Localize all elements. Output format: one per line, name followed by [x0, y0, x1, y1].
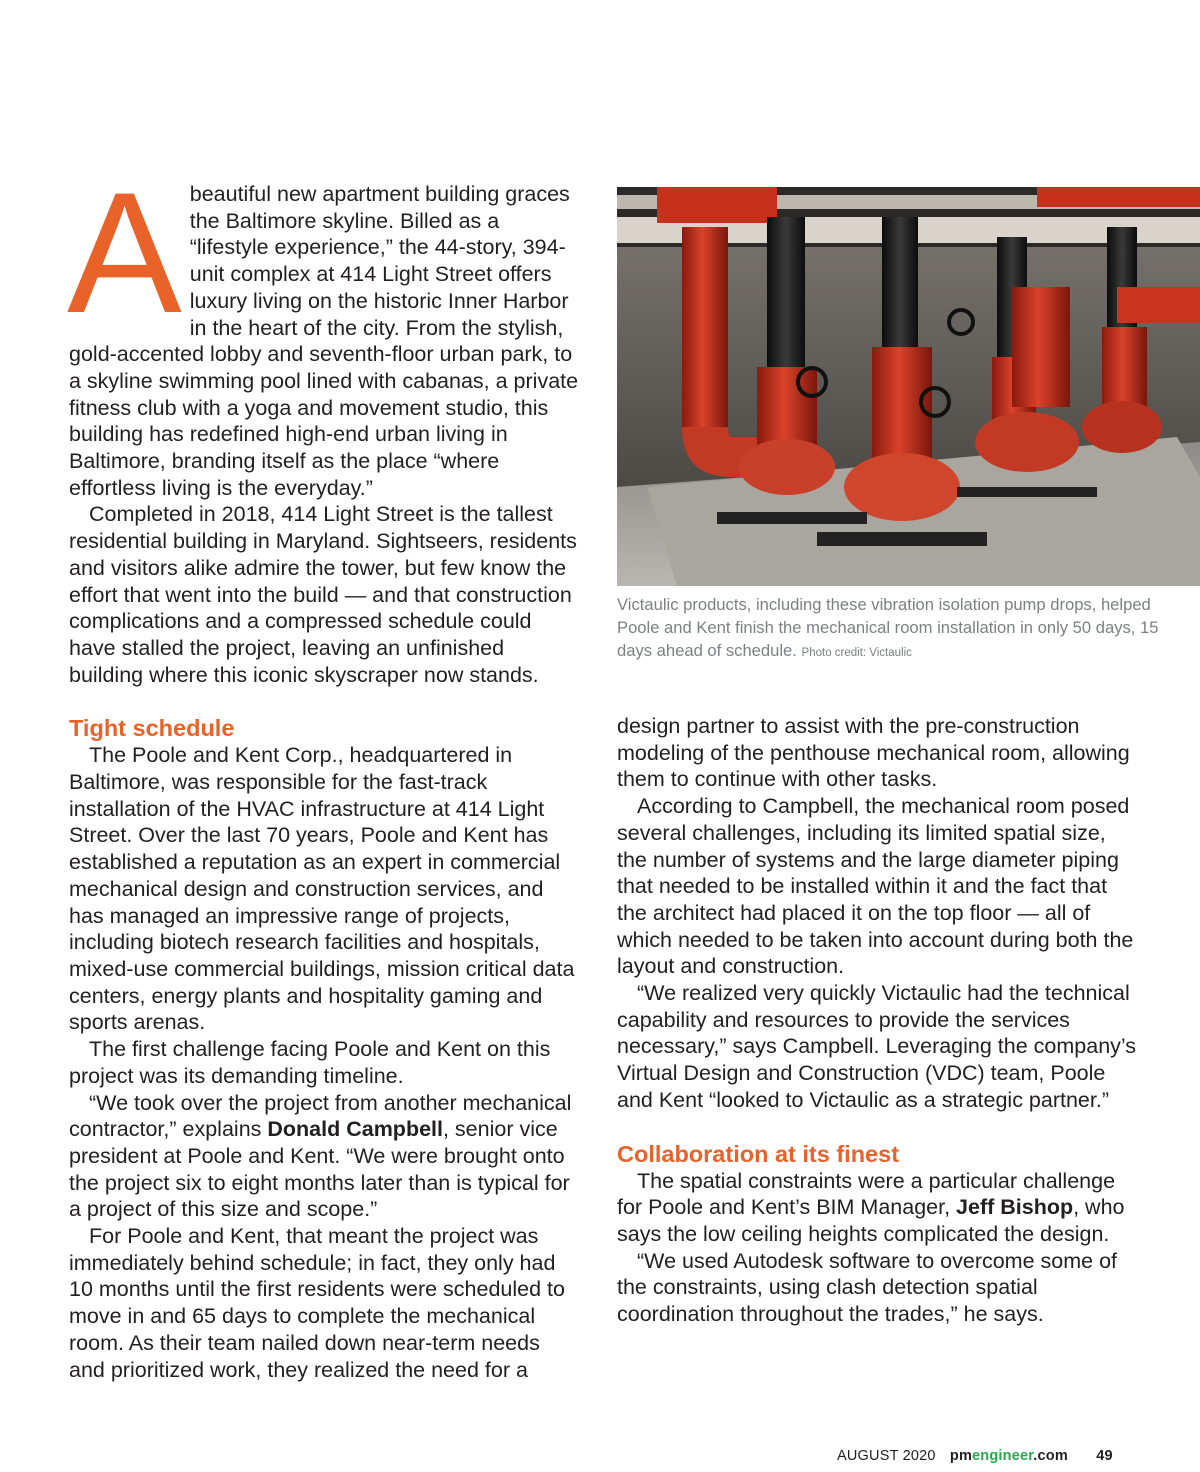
body-paragraph: According to Campbell, the mechanical room posed several challenges, including its limited spatial size, the number of systems and the large diameter piping that needed to be installed within it and the fact that the architect had placed it on the top floor — all of which needed to be taken into account during both the layout and construction.: [617, 794, 1134, 979]
issue-date: AUGUST 2020: [837, 1448, 936, 1464]
body-paragraph: [69, 1090, 581, 1224]
body-paragraph: The Poole and Kent Corp., headquartered in Baltimore, was responsible for the fast-track installation of the HVAC infrastructure at 414 Light Street. Over the last 70 years, Poole and Kent has established a reputation as an expert in commercial mechanical design and construction services, and has managed an impressive range of projects, including biotech research facilities and hospitals, mixed-use commercial buildings, mission critical data centers, energy plants and hospitality gaming and sports arenas.: [69, 743, 575, 1035]
site-name-engineer: engineer: [972, 1448, 1034, 1464]
intro-paragraph: [67, 157, 581, 501]
page-number: 49: [1096, 1448, 1113, 1464]
body-text: The spatial constraints were a particular challenge for Poole and Kent’s BIM Manager,: [617, 1168, 1116, 1220]
photo-caption: [617, 593, 1177, 665]
person-name: Donald Campbell: [267, 1117, 443, 1142]
body-paragraph: For Poole and Kent, that meant the project was immediately behind schedule; in fact, they only had 10 months until the first residents were scheduled to move in and 65 days to complete the mechanical room. As their team nailed down near-term needs and prioritized work, they realized the need for a: [69, 1224, 565, 1382]
body-paragraph: “We used Autodesk software to overcome some of the constraints, using clash detection spatial coordination throughout the trades,” he says.: [617, 1248, 1118, 1327]
site-name-pm: pm: [949, 1448, 973, 1464]
person-name: Jeff Bishop: [956, 1195, 1074, 1220]
intro-text: beautiful new apartment building graces the Baltimore skyline. Billed as a “lifestyle experience,” the 44-story, 394-unit complex at 414 Light Street offers luxury living on the historic Inner Harbor in the heart of the city. From the stylish, gold-accented lobby and seventh-floor urban park, to a skyline swimming pool lined with cabanas, a private fitness club with a yoga and movement studio, this building has redefined high-end urban living in Baltimore, branding itself as the place “where effortless living is the everyday.”: [69, 182, 579, 500]
body-text: , who says the low ceiling heights complicated the design.: [617, 1195, 1125, 1246]
body-paragraph: Completed in 2018, 414 Light Street is the tallest residential building in Maryland. Sightseers, residents and visitors alike admire the tower, but few know the effort that went into the build — and that construction complications and a compressed schedule could have stalled the project, leaving an unfinished building where this iconic skyscraper now stands.: [69, 502, 577, 687]
body-paragraph: The first challenge facing Poole and Kent on this project was its demanding timeline.: [69, 1037, 551, 1088]
site-name: [950, 1448, 1068, 1464]
quote-text: “We took over the project from another mechanical contractor,” explains: [69, 1090, 572, 1142]
quote-text: , senior vice president at Poole and Kent. “We were brought onto the project six to eight months later than is typical for a project of this size and scope.”: [69, 1117, 570, 1222]
section-heading-tight-schedule: Tight schedule: [69, 715, 235, 742]
left-column: [67, 157, 581, 1383]
photo-credit: Photo credit: Victaulic: [801, 647, 912, 659]
mechanical-room-photo: [617, 187, 1200, 586]
caption-text: Victaulic products, including these vibration isolation pump drops, helped Poole and Kent finish the mechanical room installation in only 50 days, 15 days ahead of schedule.: [617, 595, 1159, 660]
drop-cap: A: [67, 157, 182, 349]
site-name-com: .com: [1033, 1448, 1068, 1464]
page-footer: [837, 1448, 1113, 1464]
body-paragraph: “We realized very quickly Victaulic had the technical capability and resources to provide the services necessary,” says Campbell. Leveraging the company’s Virtual Design and Construction (VDC) team, Poole and Kent “looked to Victaulic as a strategic partner.”: [617, 981, 1137, 1112]
section-heading-collaboration: Collaboration at its finest: [617, 1140, 900, 1167]
right-column: [617, 713, 1137, 1328]
body-paragraph: design partner to assist with the pre-construction modeling of the penthouse mechanical room, allowing them to continue with other tasks.: [617, 714, 1130, 792]
body-paragraph: [617, 1168, 1137, 1248]
